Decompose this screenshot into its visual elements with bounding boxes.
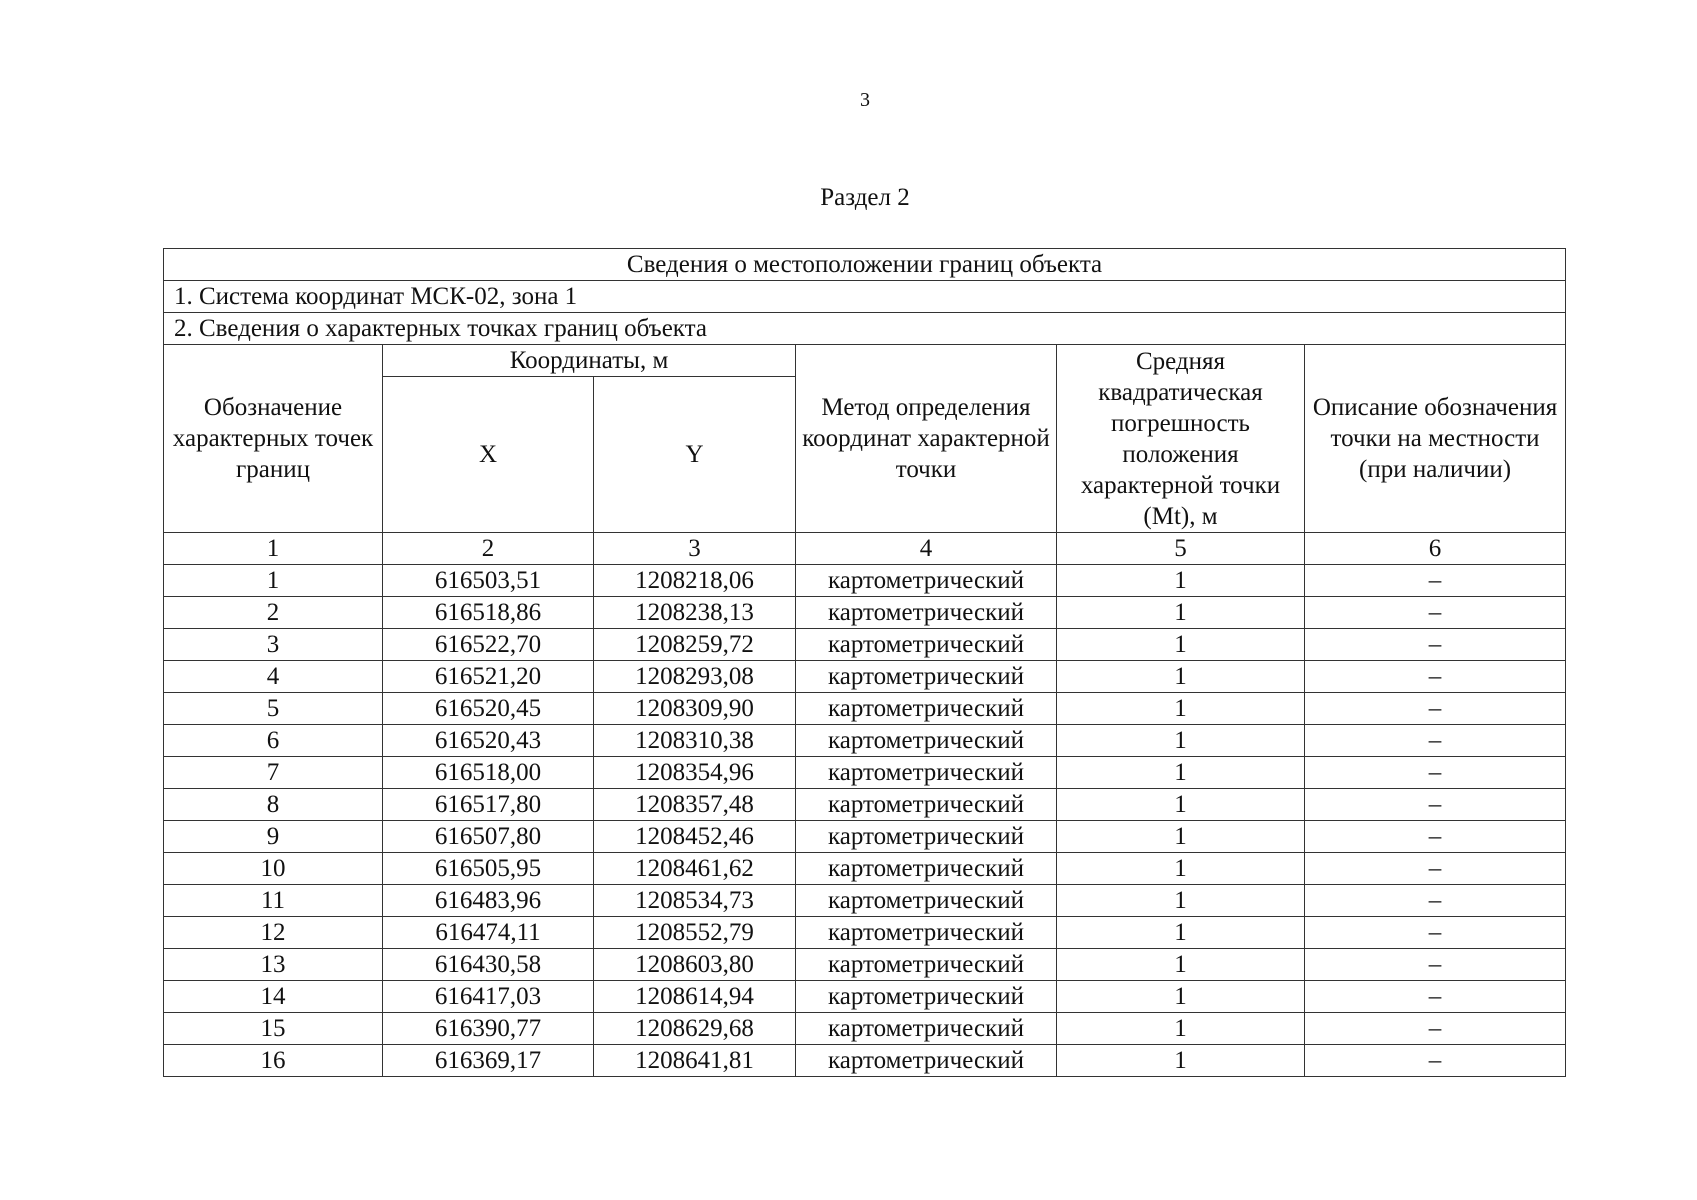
cell-accuracy: 1 — [1057, 821, 1305, 853]
cell-method: картометрический — [796, 885, 1057, 917]
column-number: 3 — [594, 533, 796, 565]
column-number: 4 — [796, 533, 1057, 565]
cell-method: картометрический — [796, 597, 1057, 629]
cell-y: 1208218,06 — [594, 565, 796, 597]
cell-x: 616417,03 — [383, 981, 594, 1013]
cell-accuracy: 1 — [1057, 1013, 1305, 1045]
cell-description: – — [1305, 597, 1566, 629]
cell-method: картометрический — [796, 981, 1057, 1013]
cell-y: 1208461,62 — [594, 853, 796, 885]
cell-method: картометрический — [796, 821, 1057, 853]
cell-point-id: 6 — [164, 725, 383, 757]
cell-point-id: 2 — [164, 597, 383, 629]
cell-point-id: 13 — [164, 949, 383, 981]
points-header-row: 2. Сведения о характерных точках границ объекта — [164, 313, 1566, 345]
cell-method: картометрический — [796, 629, 1057, 661]
table-row — [164, 597, 1566, 629]
table-row — [164, 821, 1566, 853]
cell-y: 1208238,13 — [594, 597, 796, 629]
cell-method: картометрический — [796, 949, 1057, 981]
cell-x: 616505,95 — [383, 853, 594, 885]
table-row — [164, 1045, 1566, 1077]
cell-accuracy: 1 — [1057, 981, 1305, 1013]
page-number: 3 — [860, 89, 870, 111]
cell-y: 1208641,81 — [594, 1045, 796, 1077]
table-title: Сведения о местоположении границ объекта — [164, 249, 1566, 281]
cell-description: – — [1305, 821, 1566, 853]
cell-point-id: 9 — [164, 821, 383, 853]
cell-point-id: 14 — [164, 981, 383, 1013]
cell-accuracy: 1 — [1057, 917, 1305, 949]
cell-x: 616390,77 — [383, 1013, 594, 1045]
cell-method: картометрический — [796, 853, 1057, 885]
cell-y: 1208603,80 — [594, 949, 796, 981]
header-method: Метод определения координат характерной точки — [796, 345, 1057, 533]
cell-x: 616520,45 — [383, 693, 594, 725]
header-x: X — [383, 377, 594, 533]
cell-description: – — [1305, 949, 1566, 981]
cell-accuracy: 1 — [1057, 757, 1305, 789]
cell-x: 616507,80 — [383, 821, 594, 853]
cell-y: 1208259,72 — [594, 629, 796, 661]
cell-description: – — [1305, 693, 1566, 725]
cell-method: картометрический — [796, 757, 1057, 789]
cell-point-id: 7 — [164, 757, 383, 789]
table-row — [164, 1013, 1566, 1045]
cell-x: 616518,00 — [383, 757, 594, 789]
cell-method: картометрический — [796, 725, 1057, 757]
cell-point-id: 12 — [164, 917, 383, 949]
cell-x: 616520,43 — [383, 725, 594, 757]
cell-y: 1208629,68 — [594, 1013, 796, 1045]
cell-description: – — [1305, 853, 1566, 885]
cell-accuracy: 1 — [1057, 725, 1305, 757]
cell-method: картометрический — [796, 789, 1057, 821]
cell-description: – — [1305, 725, 1566, 757]
cell-y: 1208552,79 — [594, 917, 796, 949]
table-row — [164, 725, 1566, 757]
section-title: Раздел 2 — [820, 184, 910, 211]
table-row — [164, 917, 1566, 949]
cell-y: 1208357,48 — [594, 789, 796, 821]
cell-accuracy: 1 — [1057, 1045, 1305, 1077]
cell-point-id: 15 — [164, 1013, 383, 1045]
header-point-id: Обозначение характерных точек границ — [164, 345, 383, 533]
cell-description: – — [1305, 981, 1566, 1013]
cell-x: 616521,20 — [383, 661, 594, 693]
cell-point-id: 11 — [164, 885, 383, 917]
cell-y: 1208309,90 — [594, 693, 796, 725]
cell-y: 1208354,96 — [594, 757, 796, 789]
column-numbers-row — [164, 533, 1566, 565]
cell-accuracy: 1 — [1057, 885, 1305, 917]
table-row — [164, 949, 1566, 981]
header-y: Y — [594, 377, 796, 533]
table-row — [164, 885, 1566, 917]
table-row — [164, 629, 1566, 661]
column-number: 6 — [1305, 533, 1566, 565]
cell-description: – — [1305, 789, 1566, 821]
cell-point-id: 5 — [164, 693, 383, 725]
cell-method: картометрический — [796, 917, 1057, 949]
cell-accuracy: 1 — [1057, 853, 1305, 885]
cell-point-id: 4 — [164, 661, 383, 693]
boundary-points-table — [163, 248, 1566, 1077]
cell-y: 1208534,73 — [594, 885, 796, 917]
cell-x: 616430,58 — [383, 949, 594, 981]
cell-description: – — [1305, 917, 1566, 949]
header-description: Описание обозначения точки на местности (при наличии) — [1305, 345, 1566, 533]
cell-x: 616474,11 — [383, 917, 594, 949]
cell-accuracy: 1 — [1057, 693, 1305, 725]
cell-x: 616483,96 — [383, 885, 594, 917]
table-row — [164, 661, 1566, 693]
column-number: 1 — [164, 533, 383, 565]
cell-x: 616369,17 — [383, 1045, 594, 1077]
table-row — [164, 853, 1566, 885]
cell-description: – — [1305, 757, 1566, 789]
cell-x: 616518,86 — [383, 597, 594, 629]
cell-accuracy: 1 — [1057, 789, 1305, 821]
cell-y: 1208293,08 — [594, 661, 796, 693]
cell-accuracy: 1 — [1057, 949, 1305, 981]
cell-description: – — [1305, 1045, 1566, 1077]
column-number: 5 — [1057, 533, 1305, 565]
table-row — [164, 981, 1566, 1013]
table-row — [164, 789, 1566, 821]
cell-point-id: 16 — [164, 1045, 383, 1077]
cell-x: 616503,51 — [383, 565, 594, 597]
cell-point-id: 8 — [164, 789, 383, 821]
cell-method: картометрический — [796, 1045, 1057, 1077]
cell-accuracy: 1 — [1057, 597, 1305, 629]
table-row — [164, 693, 1566, 725]
cell-description: – — [1305, 1013, 1566, 1045]
cell-x: 616522,70 — [383, 629, 594, 661]
cell-x: 616517,80 — [383, 789, 594, 821]
column-number: 2 — [383, 533, 594, 565]
cell-method: картометрический — [796, 1013, 1057, 1045]
table-row — [164, 565, 1566, 597]
cell-method: картометрический — [796, 565, 1057, 597]
cell-accuracy: 1 — [1057, 629, 1305, 661]
cell-y: 1208310,38 — [594, 725, 796, 757]
header-accuracy: Средняя квадратическая погрешность положения характерной точки (Mt), м — [1057, 345, 1305, 533]
cell-description: – — [1305, 565, 1566, 597]
header-coordinates: Координаты, м — [383, 345, 796, 377]
cell-y: 1208452,46 — [594, 821, 796, 853]
coord-system-row: 1. Система координат МСК-02, зона 1 — [164, 281, 1566, 313]
cell-point-id: 1 — [164, 565, 383, 597]
cell-method: картометрический — [796, 661, 1057, 693]
cell-description: – — [1305, 629, 1566, 661]
cell-y: 1208614,94 — [594, 981, 796, 1013]
cell-accuracy: 1 — [1057, 565, 1305, 597]
cell-description: – — [1305, 661, 1566, 693]
cell-point-id: 3 — [164, 629, 383, 661]
table-row — [164, 757, 1566, 789]
cell-point-id: 10 — [164, 853, 383, 885]
cell-description: – — [1305, 885, 1566, 917]
cell-accuracy: 1 — [1057, 661, 1305, 693]
cell-method: картометрический — [796, 693, 1057, 725]
